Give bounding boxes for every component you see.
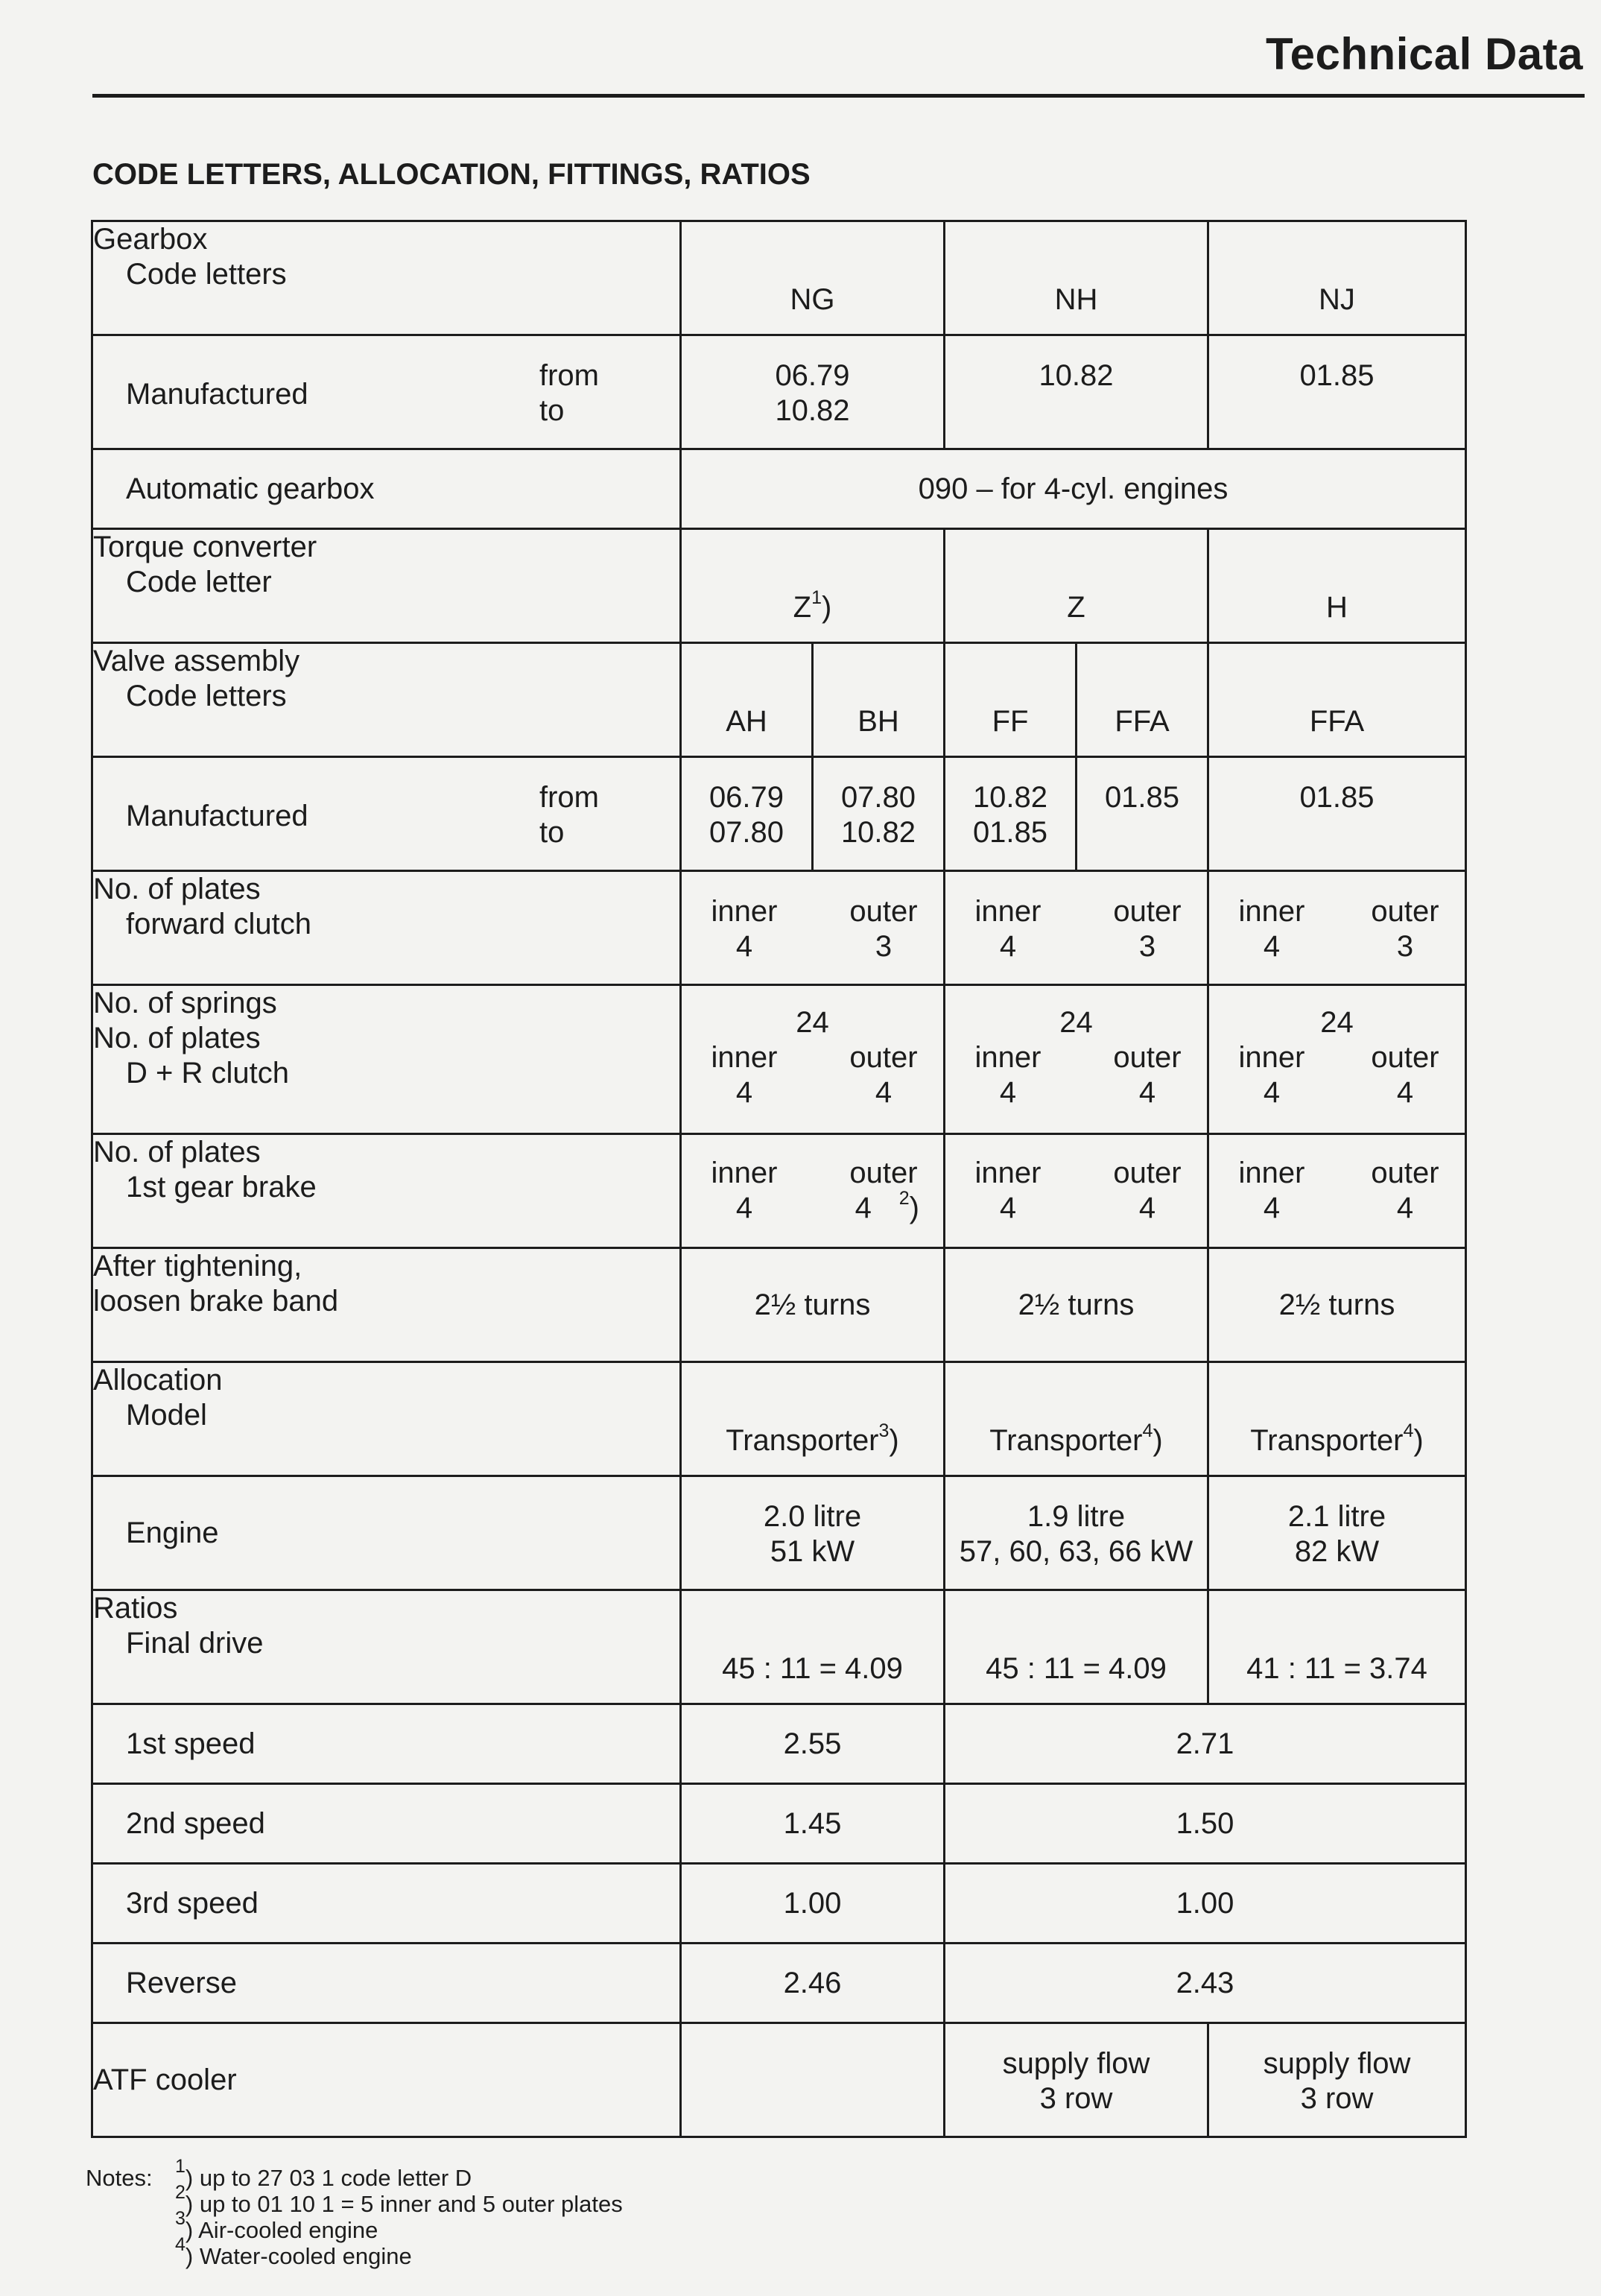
label-reverse: Reverse [92,1944,681,2023]
row-forward-clutch [92,871,1466,985]
label-speed-3: 3rd speed [92,1864,681,1944]
label-brake-band: After tightening, loosen brake band [92,1248,681,1362]
cell-speed-3-nh-nj: 1.00 [945,1864,1466,1944]
cell-ratios-ng: 45 : 11 = 4.09 [681,1590,945,1704]
label-manufactured-gearbox: Manufactured from to [92,335,681,449]
cell-allocation-ng: Transporter$^3$) [681,1362,945,1476]
cell-fwd-clutch-nj: inner outer 4 3 [1208,871,1466,985]
row-dr-clutch [92,985,1466,1134]
row-ratios [92,1590,1466,1704]
cell-engine-nh: 1.9 litre 57, 60, 63, 66 kW [945,1476,1208,1590]
row-engine [92,1476,1466,1590]
label-speed-1: 1st speed [92,1704,681,1784]
cell-valve-ffa: FFA [1077,643,1208,757]
row-speed-1 [92,1704,1466,1784]
label-speed-2: 2nd speed [92,1784,681,1864]
cell-automatic-gearbox: 090 – for 4-cyl. engines [681,449,1466,529]
cell-dr-clutch-nh: 24 inner outer 4 4 [945,985,1208,1134]
cell-valve-ah: AH [681,643,813,757]
cell-brake-band-ng: 2½ turns [681,1248,945,1362]
cell-brake-band-nj: 2½ turns [1208,1248,1466,1362]
cell-gearbox-nh: NH [945,221,1208,335]
cell-reverse-ng: 2.46 [681,1944,945,2023]
cell-manufactured-ng: 06.79 10.82 [681,335,945,449]
page-header-title: Technical Data [1265,29,1583,79]
row-speed-3 [92,1864,1466,1944]
label-torque-converter: Torque converter Code letter [92,529,681,643]
row-brake-band [92,1248,1466,1362]
cell-allocation-nj: Transporter$^4$) [1208,1362,1466,1476]
label-valve-assembly: Valve assembly Code letters [92,643,681,757]
cell-valve-nj: FFA [1208,643,1466,757]
cell-dr-clutch-ng: 24 inner outer 4 4 [681,985,945,1134]
cell-brake-band-nh: 2½ turns [945,1248,1208,1362]
footnote-2: $^2$) up to 01 10 1 = 5 inner and 5 outer plates [175,2182,623,2217]
row-atf-cooler [92,2023,1466,2137]
cell-fwd-clutch-ng: inner outer 4 3 [681,871,945,985]
cell-speed-2-nh-nj: 1.50 [945,1784,1466,1864]
cell-allocation-nh: Transporter$^4$) [945,1362,1208,1476]
cell-atf-nj: supply flow 3 row [1208,2023,1466,2137]
label-automatic-gearbox: Automatic gearbox [92,449,681,529]
row-gear-brake [92,1134,1466,1248]
label-dr-clutch: No. of springs No. of plates D + R clutch [92,985,681,1134]
label-atf-cooler: ATF cooler [92,2023,681,2137]
label-gear-brake: No. of plates 1st gear brake [92,1134,681,1248]
cell-manufactured-ff: 10.82 01.85 [945,757,1077,871]
row-reverse [92,1944,1466,2023]
row-manufactured-gearbox [92,335,1466,449]
cell-torque-nh: Z [945,529,1208,643]
cell-manufactured-bh: 07.80 10.82 [813,757,945,871]
section-title: CODE LETTERS, ALLOCATION, FITTINGS, RATIOS [92,158,811,191]
cell-torque-nj: H [1208,529,1466,643]
label-manufactured-valve: Manufactured from to [92,757,681,871]
cell-valve-bh: BH [813,643,945,757]
cell-manufactured-valve-nj: 01.85 [1208,757,1466,871]
cell-manufactured-ah: 06.79 07.80 [681,757,813,871]
cell-gearbox-nj: NJ [1208,221,1466,335]
footnote-1: $^1$) up to 27 03 1 code letter D [175,2156,472,2191]
row-gearbox [92,221,1466,335]
cell-engine-ng: 2.0 litre 51 kW [681,1476,945,1590]
cell-atf-nh: supply flow 3 row [945,2023,1208,2137]
label-ratios: Ratios Final drive [92,1590,681,1704]
cell-torque-ng: $Z^1$) [681,529,945,643]
label-forward-clutch: No. of plates forward clutch [92,871,681,985]
row-valve-assembly [92,643,1466,757]
row-manufactured-valve [92,757,1466,871]
footnote-4: $^4$) Water-cooled engine [175,2234,412,2269]
cell-speed-1-nh-nj: 2.71 [945,1704,1466,1784]
cell-gearbox-ng: NG [681,221,945,335]
label-allocation: Allocation Model [92,1362,681,1476]
cell-speed-2-ng: 1.45 [681,1784,945,1864]
cell-ratios-nj: 41 : 11 = 3.74 [1208,1590,1466,1704]
header-rule [92,94,1585,98]
cell-ratios-nh: 45 : 11 = 4.09 [945,1590,1208,1704]
row-automatic-gearbox [92,449,1466,529]
cell-atf-ng [681,2023,945,2137]
label-gearbox: Gearbox Code letters [92,221,681,335]
footnote-3: $^3$) Air-cooled engine [175,2208,378,2243]
row-torque-converter [92,529,1466,643]
footnotes [86,2156,623,2269]
cell-valve-ff: FF [945,643,1077,757]
cell-speed-1-ng: 2.55 [681,1704,945,1784]
cell-reverse-nh-nj: 2.43 [945,1944,1466,2023]
cell-manufactured-nj: 01.85 [1208,335,1466,449]
technical-data-table [91,220,1467,2138]
cell-engine-nj: 2.1 litre 82 kW [1208,1476,1466,1590]
label-engine: Engine [92,1476,681,1590]
cell-gear-brake-nh: inner outer 4 4 [945,1134,1208,1248]
cell-manufactured-ffa: 01.85 [1077,757,1208,871]
cell-dr-clutch-nj: 24 inner outer 4 4 [1208,985,1466,1134]
cell-manufactured-nh: 10.82 [945,335,1208,449]
cell-gear-brake-nj: inner outer 4 4 [1208,1134,1466,1248]
row-speed-2 [92,1784,1466,1864]
cell-fwd-clutch-nh: inner outer 4 3 [945,871,1208,985]
cell-speed-3-ng: 1.00 [681,1864,945,1944]
notes-label: Notes: [86,2165,153,2191]
cell-gear-brake-ng: inner outer 4 4 $^2$) [681,1134,945,1248]
row-allocation [92,1362,1466,1476]
